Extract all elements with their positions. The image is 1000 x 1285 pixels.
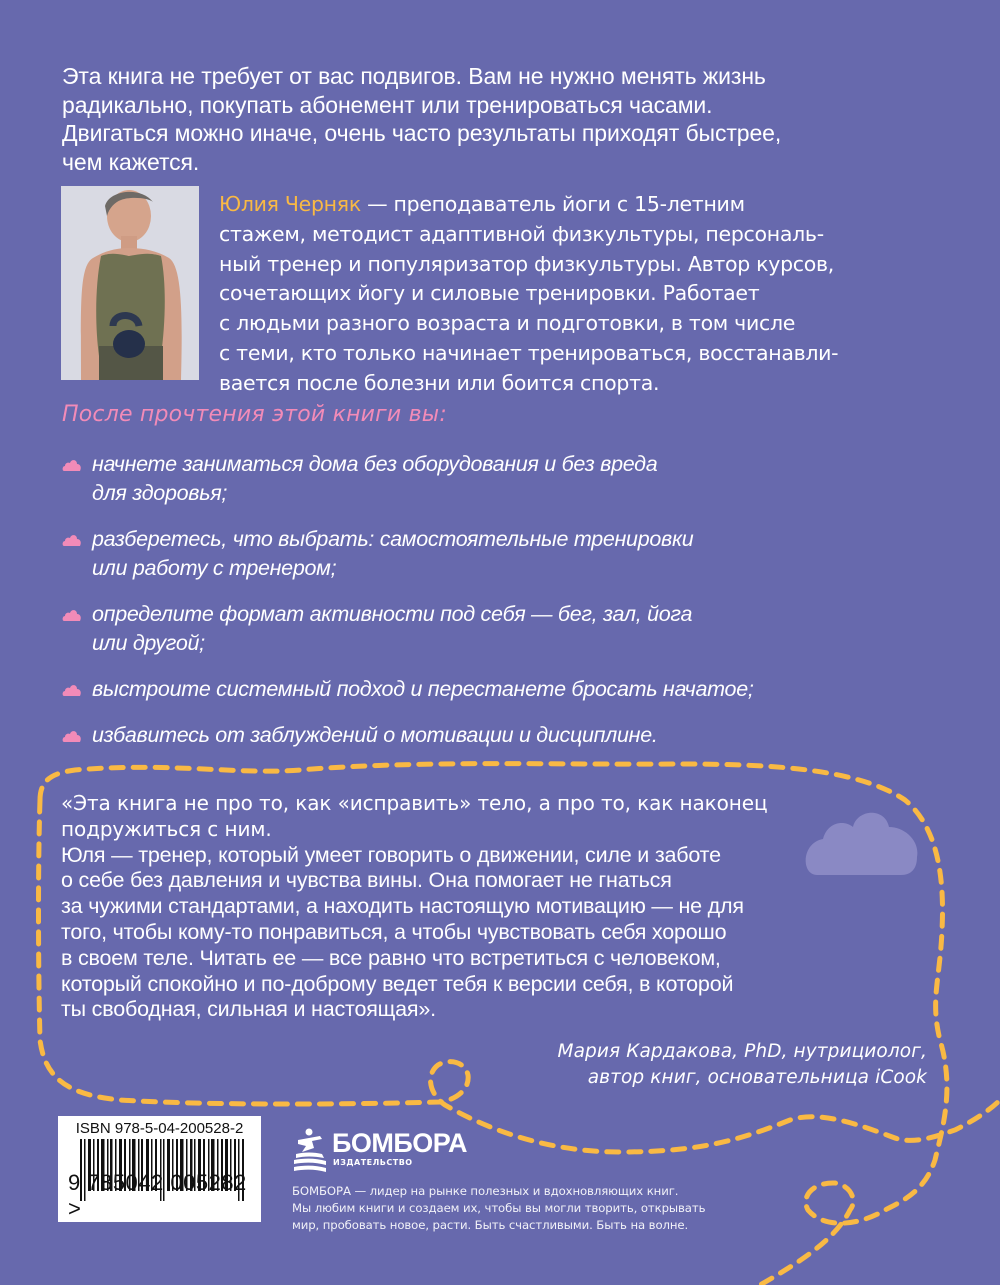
cloud-icon <box>62 534 82 546</box>
barcode-digits: 9 785042 005282 > <box>68 1170 247 1221</box>
bio-line: с теми, кто только начинает тренироваться, восстанавли- <box>219 340 839 365</box>
list-item: разберетесь, что выбрать: самостоятельные тренировки или работу с тренером; <box>62 525 882 583</box>
bio-line: с людьми разного возраста и подготовки, в том числе <box>219 311 796 336</box>
list-item: начнете заниматься дома без оборудования и без вреда для здоровья; <box>62 450 882 508</box>
benefits-list <box>62 450 882 750</box>
bio-line: сочетающих йогу и силовые тренировки. Работает <box>219 281 760 306</box>
list-item: избавитесь от заблуждений о мотивации и дисциплине. <box>62 721 882 750</box>
bio-line: стажем, методист адаптивной физкультуры, персональ- <box>219 221 824 246</box>
bio-line: ный тренер и популяризатор физкультуры. Автор курсов, <box>219 251 835 276</box>
author-name: Юлия Черняк <box>219 192 361 216</box>
cloud-icon <box>62 609 82 621</box>
intro-paragraph <box>62 62 942 176</box>
bombora-figure-icon <box>292 1128 328 1174</box>
quote-line: «Эта книга не про то, как «исправить» тело, а про то, как наконец <box>61 791 768 815</box>
publisher-description: БОМБОРА — лидер на рынке полезных и вдохновляющих книг. Мы любим книги и создаем их, чтобы вы могли творить, открывать мир, пробовать новое, расти. Быть счастливыми. Быть на волне. <box>292 1184 706 1232</box>
list-item: определите формат активности под себя — бег, зал, йога или другой; <box>62 600 882 658</box>
quote-line: в своем теле. Читать ее — все равно что встретиться с человеком, <box>61 945 721 970</box>
intro-line: Двигаться можно иначе, очень часто результаты приходят быстрее, <box>62 120 782 146</box>
intro-line: радикально, покупать абонемент или тренироваться часами. <box>62 91 713 118</box>
publisher-logo <box>292 1128 467 1176</box>
testimonial-quote <box>61 791 931 1023</box>
cloud-icon <box>62 459 82 471</box>
publisher-subtitle: ИЗДАТЕЛЬСТВО <box>333 1158 413 1167</box>
cloud-icon <box>62 684 82 696</box>
quote-line: о себе без давления и чувства вины. Она помогает не гнаться <box>61 868 672 893</box>
isbn-number: ISBN 978-5-04-200528-2 <box>75 1120 244 1137</box>
intro-line: чем кажется. <box>62 148 200 175</box>
isbn-barcode <box>58 1116 261 1222</box>
quote-line: подружиться с ним. <box>61 816 272 841</box>
benefits-title: После прочтения этой книги вы: <box>62 402 447 427</box>
quote-line: за чужими стандартами, а находить настоящую мотивацию — не для <box>61 894 744 919</box>
intro-line: Эта книга не требует от вас подвигов. Вам не нужно менять жизнь <box>62 63 766 89</box>
author-portrait-icon <box>61 186 199 380</box>
quote-line: который спокойно и по-доброму ведет тебя к версии себя, в которой <box>61 971 734 996</box>
testimonial-author: Мария Кардакова, PhD, нутрициолог, автор книг, основательница iCook <box>557 1041 927 1088</box>
bio-line-first: Юлия Черняк — преподаватель йоги с 15-летним <box>219 192 745 216</box>
cloud-icon <box>62 730 82 742</box>
quote-line: Юля — тренер, который умеет говорить о движении, силе и заботе <box>61 842 721 867</box>
author-photo <box>61 186 199 380</box>
author-bio <box>219 190 949 399</box>
quote-line: того, чтобы кому-то понравиться, а чтобы чувствовать себя хорошо <box>61 919 727 944</box>
publisher-name: БОМБОРА <box>332 1128 467 1158</box>
bio-line: вается после болезни или боится спорта. <box>219 370 660 395</box>
quote-line: ты свободная, сильная и настоящая». <box>61 997 436 1022</box>
list-item: выстроите системный подход и перестанете бросать начатое; <box>62 675 882 704</box>
